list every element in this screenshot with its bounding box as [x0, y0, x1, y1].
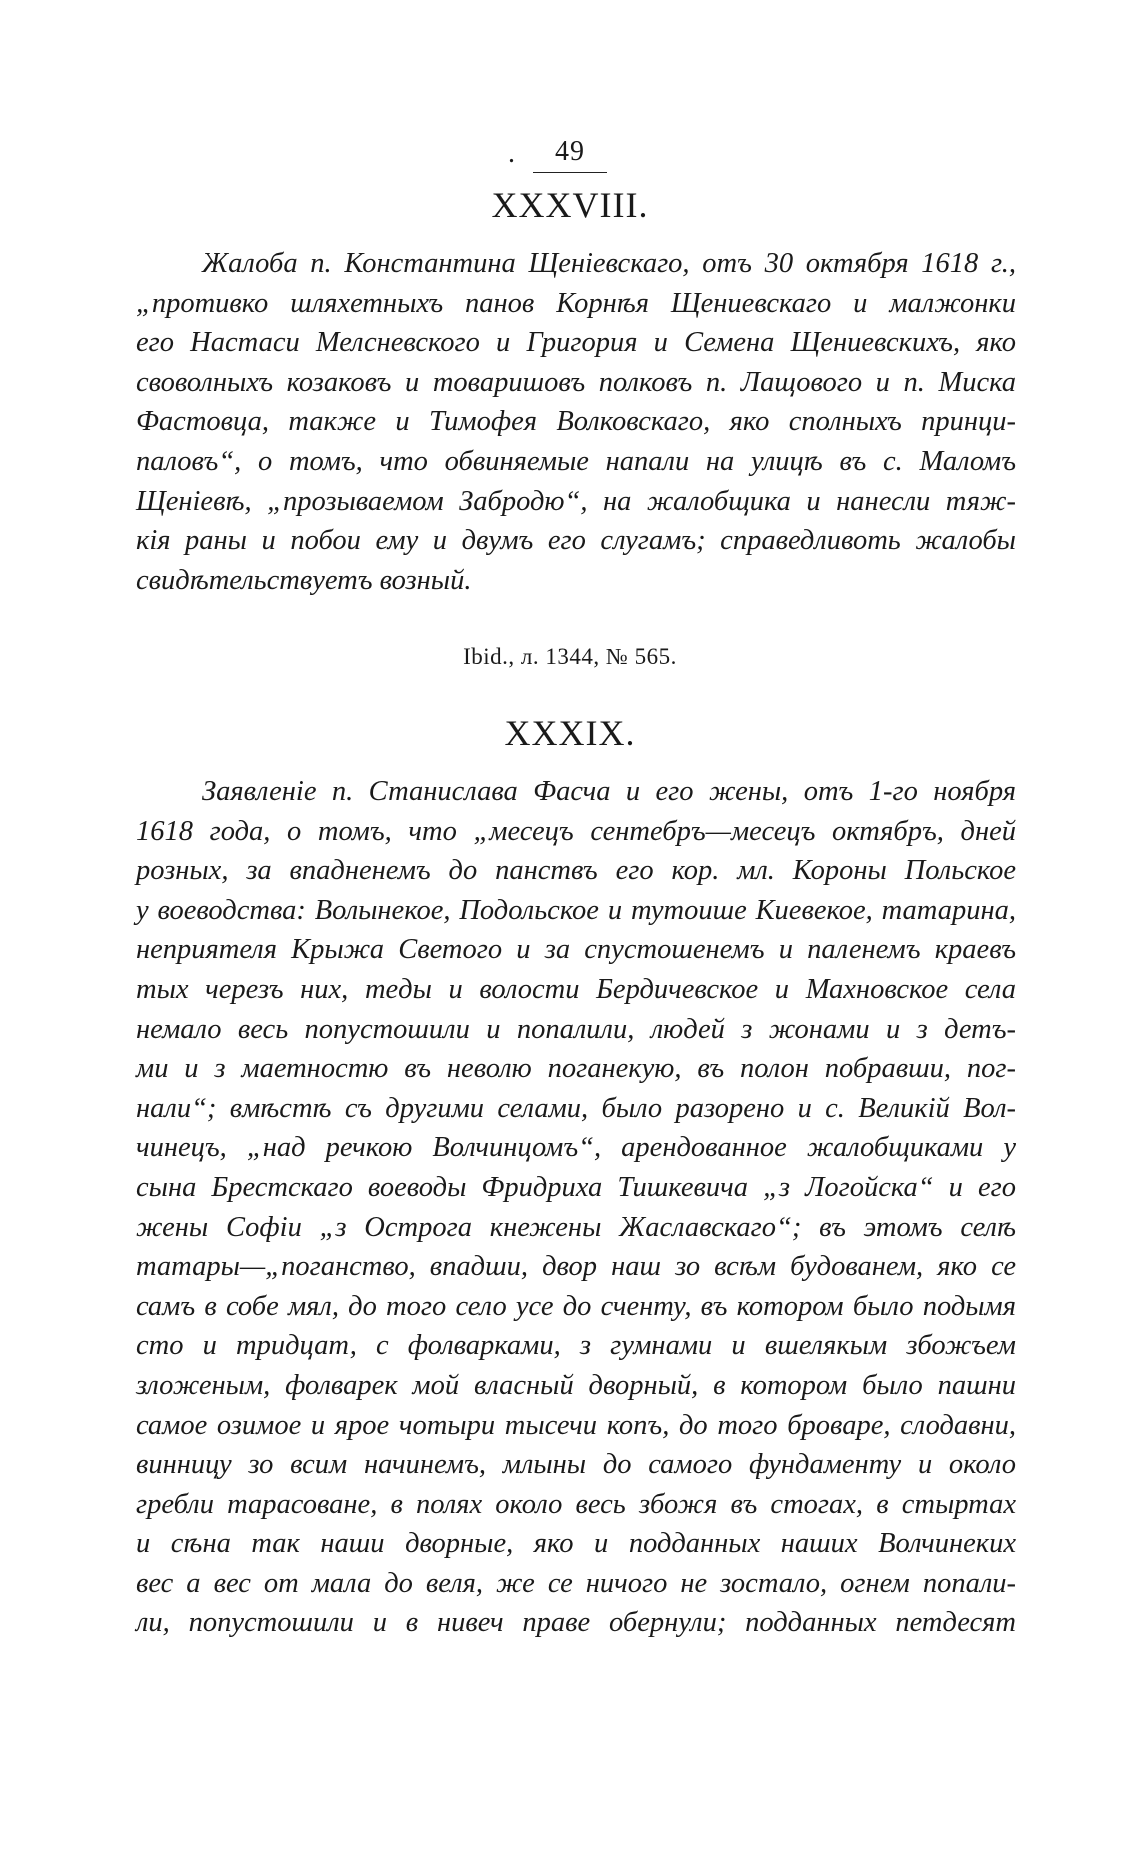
doc38-line: паловъ“, о томъ, что обвиняемые напали на улицѣ въ с. Маломъ: [136, 445, 1016, 477]
page-number-value: 49: [533, 136, 607, 173]
doc39-line: чинецъ, „над речкою Волчинцомъ“, арендованное жалобщиками у: [136, 1132, 1016, 1164]
doc38-line: его Настаси Мелсневского и Григория и Семена Щениевскихъ, яко: [136, 327, 1016, 359]
doc39-line: татары—„поганство, впадши, двор наш зо всѣм будованем, яко се: [136, 1251, 1016, 1283]
doc39-line: Заявленiе п. Станислава Фасча и его жены, отъ 1-го ноября: [202, 776, 1016, 807]
document-xxxviii-source: Ibid., л. 1344, № 565.: [463, 644, 677, 669]
doc39-line: и сѣна так наши дворные, яко и подданных наших Волчинеких: [136, 1528, 1016, 1560]
doc39-line: самое озимое и ярое чотыри тысечи копъ, до того броваре, слодавни,: [136, 1409, 1016, 1441]
page-number: [0, 136, 1140, 173]
doc38-line: Щенiевѣ, „прозываемом Забродю“, на жалобщика и нанесли тяж-: [136, 485, 1016, 517]
doc38-line: Фастовца, такжe и Тимофея Волковскаго, яко сполныхъ принци-: [136, 406, 1016, 438]
doc39-line: 1618 года, о томъ, что „месецъ сентебръ—месецъ октябръ, дней: [136, 815, 1016, 847]
doc38-line: „противко шляхетныхъ панов Корнѣя Щениевскаго и малжонки: [136, 287, 1016, 319]
document-xxxix-body: [136, 772, 1016, 1643]
doc39-line: у воеводства: Волынекое, Подольское и тутоише Киевекое, татарина,: [136, 894, 1016, 926]
doc39-line: зложеным, фолварек мой власный дворный, в котором было пашни: [136, 1369, 1016, 1401]
page-number-dot: .: [508, 138, 516, 169]
doc39-line: тых черезъ них, тeды и волости Бердичевское и Махновское села: [136, 973, 1016, 1005]
doc39-line: ми и з маетностю въ неволю поганекую, въ полон побравши, пог-: [136, 1053, 1016, 1085]
doc38-line: кiя раны и побои ему и двумъ его слугамъ; справедливоть жалобы: [136, 525, 1016, 557]
doc39-line: немало весь попустошили и попалили, людей з жонами и з детъ-: [136, 1013, 1016, 1045]
document-xxxviii-body: [136, 244, 1016, 600]
doc39-line: сто и тридцат, с фолварками, з гумнами и вшелякым збожъем: [136, 1330, 1016, 1362]
document-xxxviii-title: XXXVIII.: [491, 185, 649, 225]
doc39-line: неприятеля Крыжа Светого и за спустошенемъ и паленемъ краевъ: [136, 934, 1016, 966]
doc38-line: Жалоба п. Константина Щенiевскаго, отъ 30 октября 1618 г.,: [202, 248, 1016, 279]
document-xxxix-title: XXXIX.: [504, 713, 636, 753]
doc38-line: своволныхъ козаковъ и товаришовъ полковъ п. Лащового и п. Миска: [136, 366, 1016, 398]
doc39-line: вес а вес от мала до веля, же се ничого не зостало, огнем попали-: [136, 1567, 1016, 1599]
doc39-line: жены Софiи „з Острога кнежены Жаславскаго“; въ этомъ селѣ: [136, 1211, 1016, 1243]
doc39-line: винницу зо всим начинемъ, млыны до самого фундаменту и около: [136, 1449, 1016, 1481]
doc38-line: свидѣтельствуетъ возный.: [136, 564, 472, 596]
doc39-line: сына Брестскаго воеводы Фридриха Тишкевича „з Логойска“ и его: [136, 1171, 1016, 1203]
doc39-line: ли, попустошили и в нивеч праве обернули; подданных петдесят: [136, 1607, 1016, 1639]
doc39-line: гребли тарасоване, в полях около весь збожя въ стогах, в стыртах: [136, 1488, 1016, 1520]
doc39-line: розных, за впадненемъ до панствъ его кор. мл. Короны Польское: [136, 855, 1016, 887]
doc39-line: самъ в собе мял, до того село усе до сченту, въ котором было подымя: [136, 1290, 1016, 1322]
doc39-line: нали“; вмѣстѣ съ другими селами, было разорено и с. Великiй Вол-: [136, 1092, 1016, 1124]
